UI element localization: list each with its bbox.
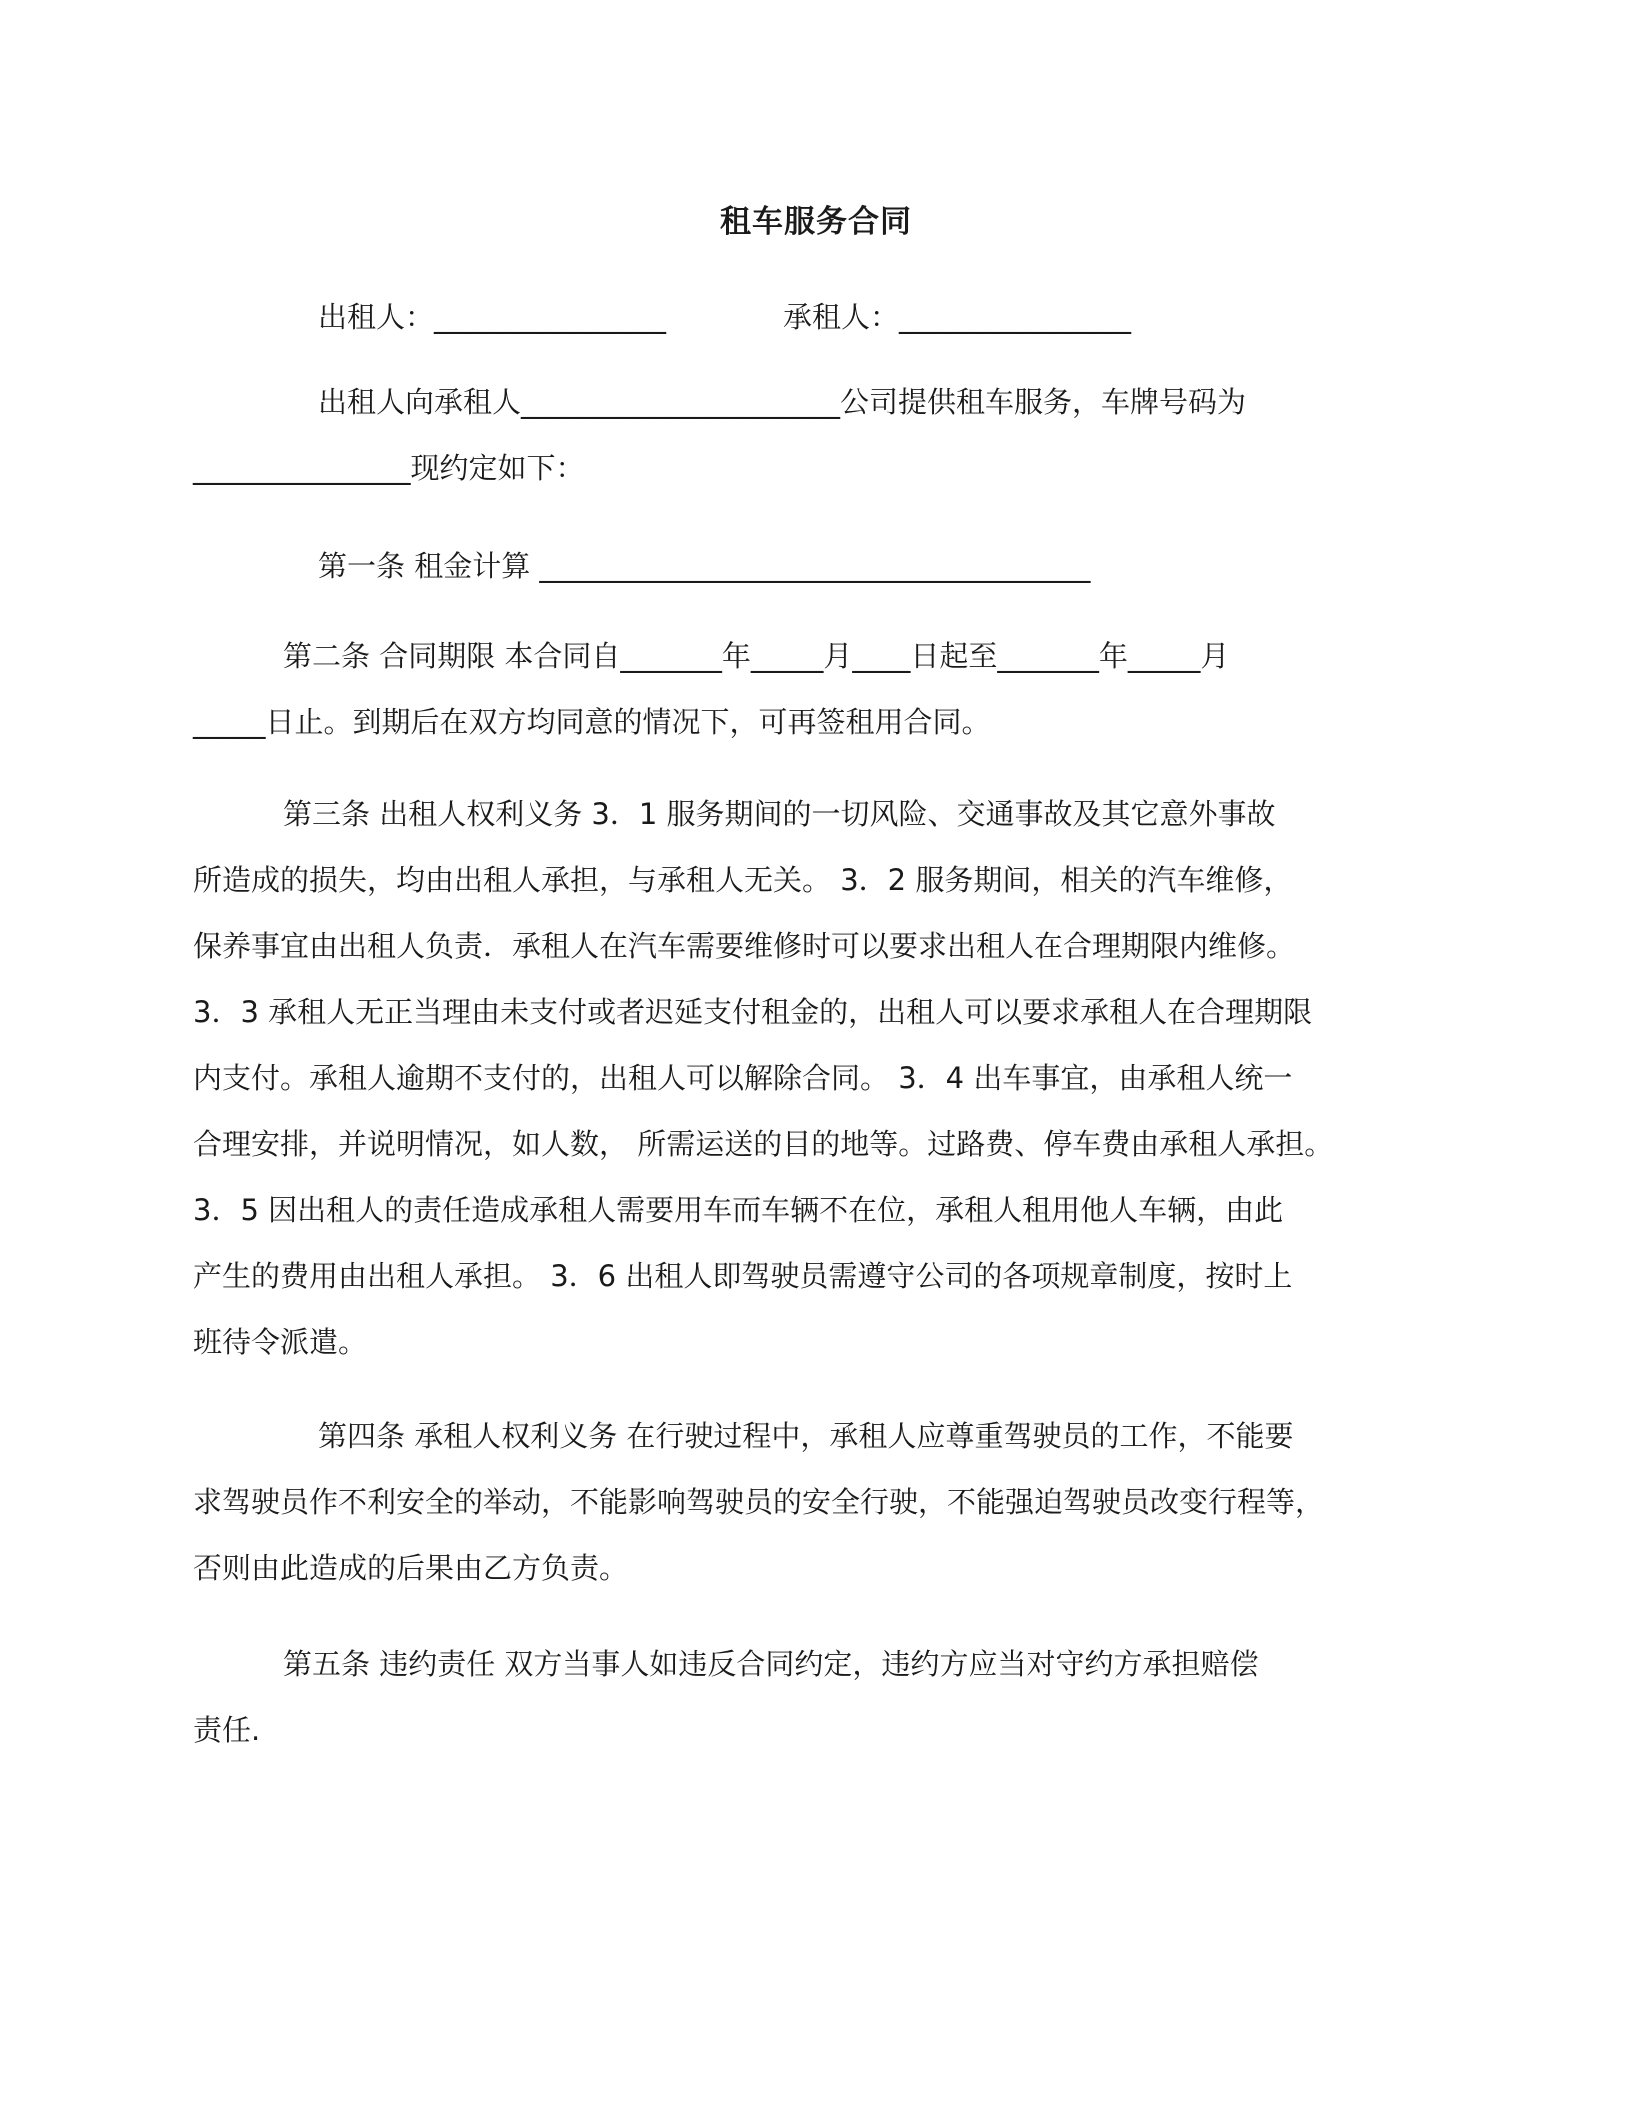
article-5-line-2: 责任. — [193, 1713, 261, 1747]
article-3-line-7: 3．5 因出租人的责任造成承租人需要用车而车辆不在位，承租人租用他人车辆，由此 — [193, 1193, 1284, 1227]
article-5-line-1: 第五条 违约责任 双方当事人如违反合同约定，违约方应当对守约方承担赔偿 — [283, 1647, 1259, 1681]
article-4-line-1: 第四条 承租人权利义务 在行驶过程中，承租人应尊重驾驶员的工作，不能要 — [318, 1419, 1294, 1453]
intro-line-2: _______________现约定如下： — [193, 451, 585, 485]
article-3-line-6: 合理安排，并说明情况，如人数， 所需运送的目的地等。过路费、停车费由承租人承担。 — [193, 1127, 1334, 1161]
article-3-line-8: 产生的费用由出租人承担。 3．6 出租人即驾驶员需遵守公司的各项规章制度，按时上 — [193, 1259, 1293, 1293]
article-2-line-1: 第二条 合同期限 本合同自_______年_____月____日起至_______年_____月 — [283, 639, 1230, 673]
lessee-field: 承租人：________________ — [783, 300, 1132, 334]
article-2-line-2: _____日止。到期后在双方均同意的情况下，可再签租用合同。 — [193, 705, 991, 739]
lessor-field: 出租人：________________ — [318, 300, 667, 334]
article-3-line-4: 3．3 承租人无正当理由未支付或者迟延支付租金的，出租人可以要求承租人在合理期限 — [193, 995, 1313, 1029]
article-3-line-9: 班待令派遣。 — [193, 1325, 368, 1359]
article-3-line-1: 第三条 出租人权利义务 3．1 服务期间的一切风险、交通事故及其它意外事故 — [283, 797, 1276, 831]
intro-line-1: 出租人向承租人______________________公司提供租车服务，车牌号码为 — [318, 385, 1247, 419]
article-4-line-3: 否则由此造成的后果由乙方负责。 — [193, 1551, 629, 1585]
article-1: 第一条 租金计算 ______________________________________ — [318, 549, 1091, 583]
article-3-line-5: 内支付。承租人逾期不支付的，出租人可以解除合同。 3．4 出车事宜，由承租人统一 — [193, 1061, 1293, 1095]
document-title: 租车服务合同 — [720, 204, 912, 240]
article-3-line-2: 所造成的损失，均由出租人承担，与承租人无关。 3．2 服务期间，相关的汽车维修， — [193, 863, 1293, 897]
article-4-line-2: 求驾驶员作不利安全的举动，不能影响驾驶员的安全行驶，不能强迫驾驶员改变行程等， — [193, 1485, 1325, 1519]
article-3-line-3: 保养事宜由出租人负责．承租人在汽车需要维修时可以要求出租人在合理期限内维修。 — [193, 929, 1296, 963]
